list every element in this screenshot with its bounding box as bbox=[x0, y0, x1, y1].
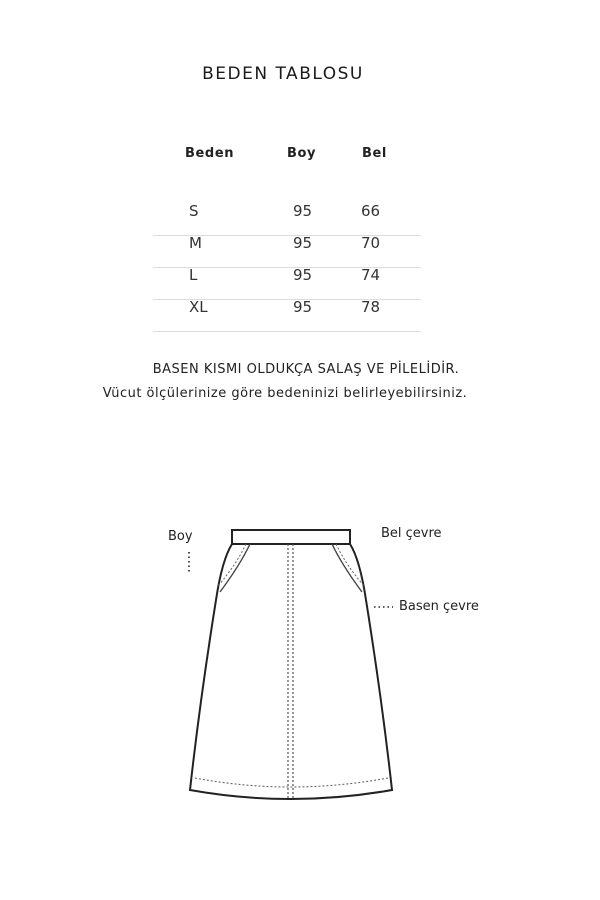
page-title: BEDEN TABLOSU bbox=[202, 64, 364, 84]
note-line-2: Vücut ölçülerinize göre bedeninizi belirleyebilirsiniz. bbox=[102, 386, 468, 401]
header-beden: Beden bbox=[185, 146, 235, 161]
hem-stitch bbox=[195, 778, 388, 787]
table-row bbox=[153, 266, 421, 298]
cell-boy: 95 bbox=[293, 202, 313, 220]
cell-size: M bbox=[189, 234, 202, 252]
cell-bel: 70 bbox=[361, 234, 381, 252]
note-line-1: BASEN KISMI OLDUKÇA SALAŞ VE PİLELİDİR. bbox=[152, 362, 460, 377]
cell-boy: 95 bbox=[293, 266, 313, 284]
row-divider bbox=[153, 331, 421, 332]
cell-boy: 95 bbox=[293, 298, 313, 316]
cell-bel: 74 bbox=[361, 266, 381, 284]
header-bel: Bel bbox=[362, 146, 387, 161]
header-boy: Boy bbox=[287, 146, 317, 161]
left-pocket-stitch bbox=[218, 544, 246, 586]
cell-size: L bbox=[189, 266, 198, 284]
waistband-shape bbox=[232, 530, 350, 544]
cell-boy: 95 bbox=[293, 234, 313, 252]
table-row bbox=[153, 234, 421, 266]
bel-label: Bel çevre bbox=[381, 526, 442, 541]
right-pocket bbox=[332, 544, 362, 592]
table-row bbox=[153, 202, 421, 234]
table-row bbox=[153, 298, 421, 330]
skirt-outline bbox=[190, 544, 392, 799]
cell-bel: 66 bbox=[361, 202, 381, 220]
cell-bel: 78 bbox=[361, 298, 381, 316]
cell-size: XL bbox=[189, 298, 208, 316]
skirt-diagram bbox=[160, 520, 400, 820]
left-pocket bbox=[220, 544, 250, 592]
basen-label: Basen çevre bbox=[399, 599, 479, 614]
boy-label: Boy bbox=[168, 529, 193, 544]
cell-size: S bbox=[189, 202, 199, 220]
right-pocket-stitch bbox=[336, 544, 364, 586]
